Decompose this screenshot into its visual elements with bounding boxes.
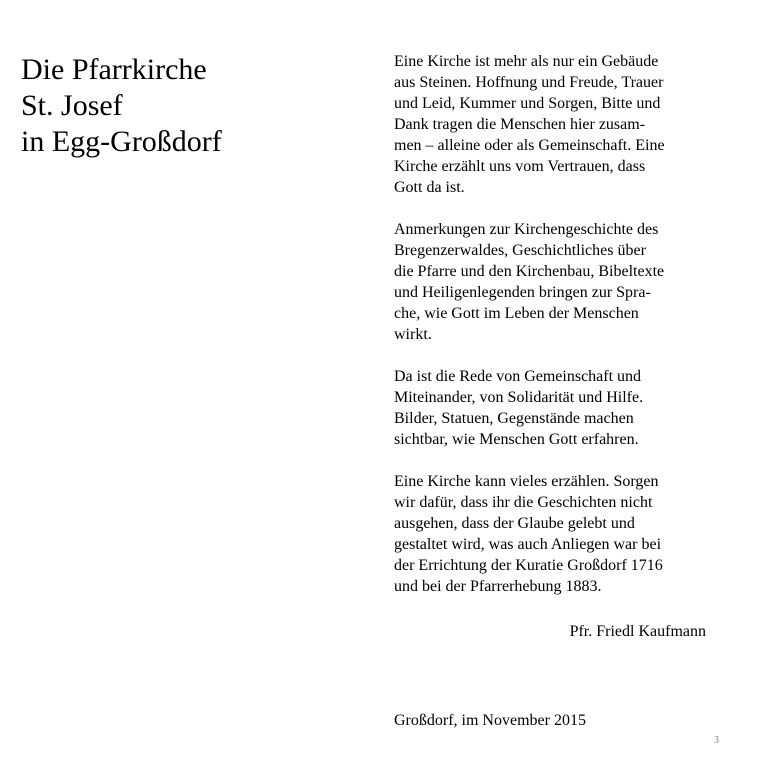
text-line: die Pfarre und den Kirchenbau, Bibeltexte bbox=[394, 263, 665, 280]
text-line: und Leid, Kummer und Sorgen, Bitte und bbox=[394, 95, 661, 112]
text-line: sichtbar, wie Menschen Gott erfahren. bbox=[394, 431, 639, 448]
text-line: Bilder, Statuen, Gegenstände machen bbox=[394, 410, 634, 427]
text-line: che, wie Gott im Leben der Menschen bbox=[394, 305, 639, 322]
text-line: Dank tragen die Menschen hier zusam- bbox=[394, 116, 646, 133]
title-line: Die Pfarrkirche bbox=[21, 53, 207, 86]
text-line: Miteinander, von Solidarität und Hilfe. bbox=[394, 389, 644, 406]
text-line: Anmerkungen zur Kirchengeschichte des bbox=[394, 221, 659, 238]
body-text bbox=[394, 51, 724, 618]
text-line: Gott da ist. bbox=[394, 179, 465, 196]
text-line: wir dafür, dass ihr die Geschichten nicht bbox=[394, 494, 653, 511]
title-line: in Egg-Großdorf bbox=[21, 125, 222, 158]
text-line: aus Steinen. Hoffnung und Freude, Trauer bbox=[394, 74, 664, 91]
paragraph-1 bbox=[394, 51, 724, 198]
text-line: Eine Kirche kann vieles erzählen. Sorgen bbox=[394, 473, 659, 490]
paragraph-3 bbox=[394, 366, 724, 450]
text-line: wirkt. bbox=[394, 326, 432, 343]
text-line: ausgehen, dass der Glaube gelebt und bbox=[394, 515, 635, 532]
page-title bbox=[21, 52, 222, 160]
text-line: Eine Kirche ist mehr als nur ein Gebäude bbox=[394, 53, 659, 70]
text-line: und Heiligenlegenden bringen zur Spra- bbox=[394, 284, 651, 301]
paragraph-2 bbox=[394, 219, 724, 345]
text-line: Kirche erzählt uns vom Vertrauen, dass bbox=[394, 158, 646, 175]
text-line: und bei der Pfarrerhebung 1883. bbox=[394, 578, 602, 595]
paragraph-4 bbox=[394, 471, 724, 597]
text-line: Bregenzerwaldes, Geschichtliches über bbox=[394, 242, 646, 259]
text-line: men – alleine oder als Gemeinschaft. Eine bbox=[394, 137, 665, 154]
text-line: der Errichtung der Kuratie Großdorf 1716 bbox=[394, 557, 663, 574]
title-line: St. Josef bbox=[21, 89, 123, 122]
text-line: Da ist die Rede von Gemeinschaft und bbox=[394, 368, 642, 385]
text-line: gestaltet wird, was auch Anliegen war bei bbox=[394, 536, 662, 553]
signature: Pfr. Friedl Kaufmann bbox=[569, 623, 706, 640]
dateline: Großdorf, im November 2015 bbox=[394, 712, 586, 729]
page-number: 3 bbox=[714, 735, 719, 746]
